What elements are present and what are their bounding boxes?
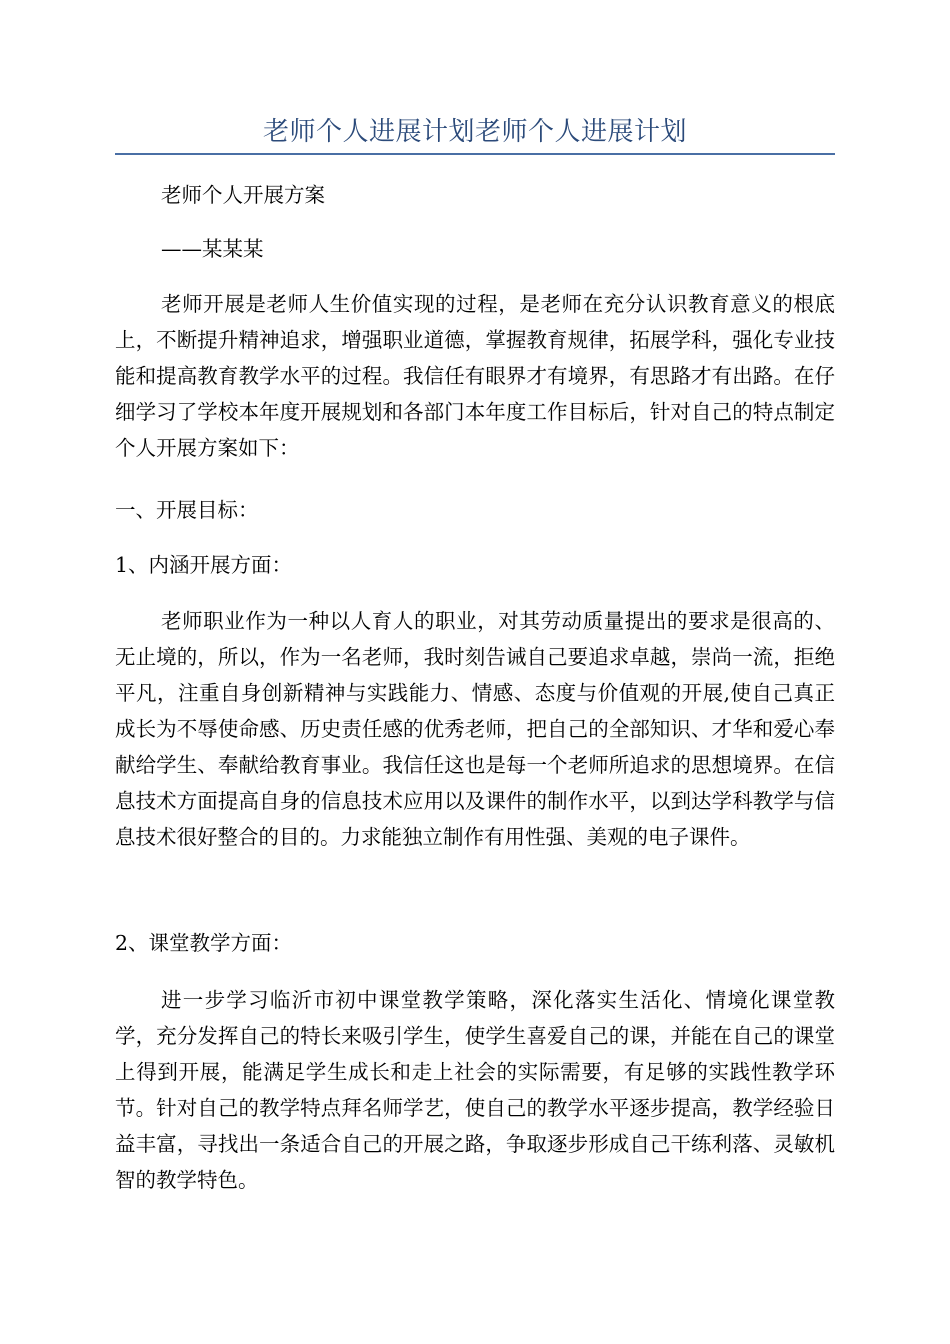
- title-underline: [115, 153, 835, 155]
- subtitle: 老师个人开展方案: [161, 183, 325, 207]
- connotation-paragraph: 老师职业作为一种以人育人的职业，对其劳动质量提出的要求是很高的、无止境的，所以，作为一名老师，我时刻告诫自己要追求卓越，崇尚一流，拒绝平凡，注重自身创新精神与实践能力、情感、态度与价值观的开展,使自己真正成长为不辱使命感、历史责任感的优秀老师，把自己的全部知识、才华和爱心奉献给学生、奉献给教育事业。我信任这也是每一个老师所追求的思想境界。在信息技术方面提高自身的信息技术应用以及课件的制作水平，以到达学科教学与信息技术很好整合的目的。力求能独立制作有用性强、美观的电子课件。: [115, 609, 835, 849]
- document-title: 老师个人进展计划老师个人进展计划: [262, 117, 687, 147]
- intro-paragraph: 老师开展是老师人生价值实现的过程，是老师在充分认识教育意义的根底上，不断提升精神追求，增强职业道德，掌握教育规律，拓展学科，强化专业技能和提高教育教学水平的过程。我信任有眼界才有境界，有思路才有出路。在仔细学习了学校本年度开展规划和各部门本年度工作目标后，针对自己的特点制定个人开展方案如下：: [115, 292, 835, 460]
- subheading-classroom: 2、课堂教学方面：: [115, 931, 293, 955]
- author-line: ——某某某: [161, 237, 264, 261]
- subheading-connotation: 1、内涵开展方面：: [115, 553, 293, 577]
- classroom-paragraph: 进一步学习临沂市初中课堂教学策略，深化落实生活化、情境化课堂教学，充分发挥自己的特长来吸引学生，使学生喜爱自己的课，并能在自己的课堂上得到开展，能满足学生成长和走上社会的实际需要，有足够的实践性教学环节。针对自己的教学特点拜名师学艺，使自己的教学水平逐步提高，教学经验日益丰富，寻找出一条适合自己的开展之路，争取逐步形成自己干练利落、灵敏机智的教学特色。: [115, 988, 835, 1192]
- section-heading-goals: 一、开展目标：: [115, 498, 259, 522]
